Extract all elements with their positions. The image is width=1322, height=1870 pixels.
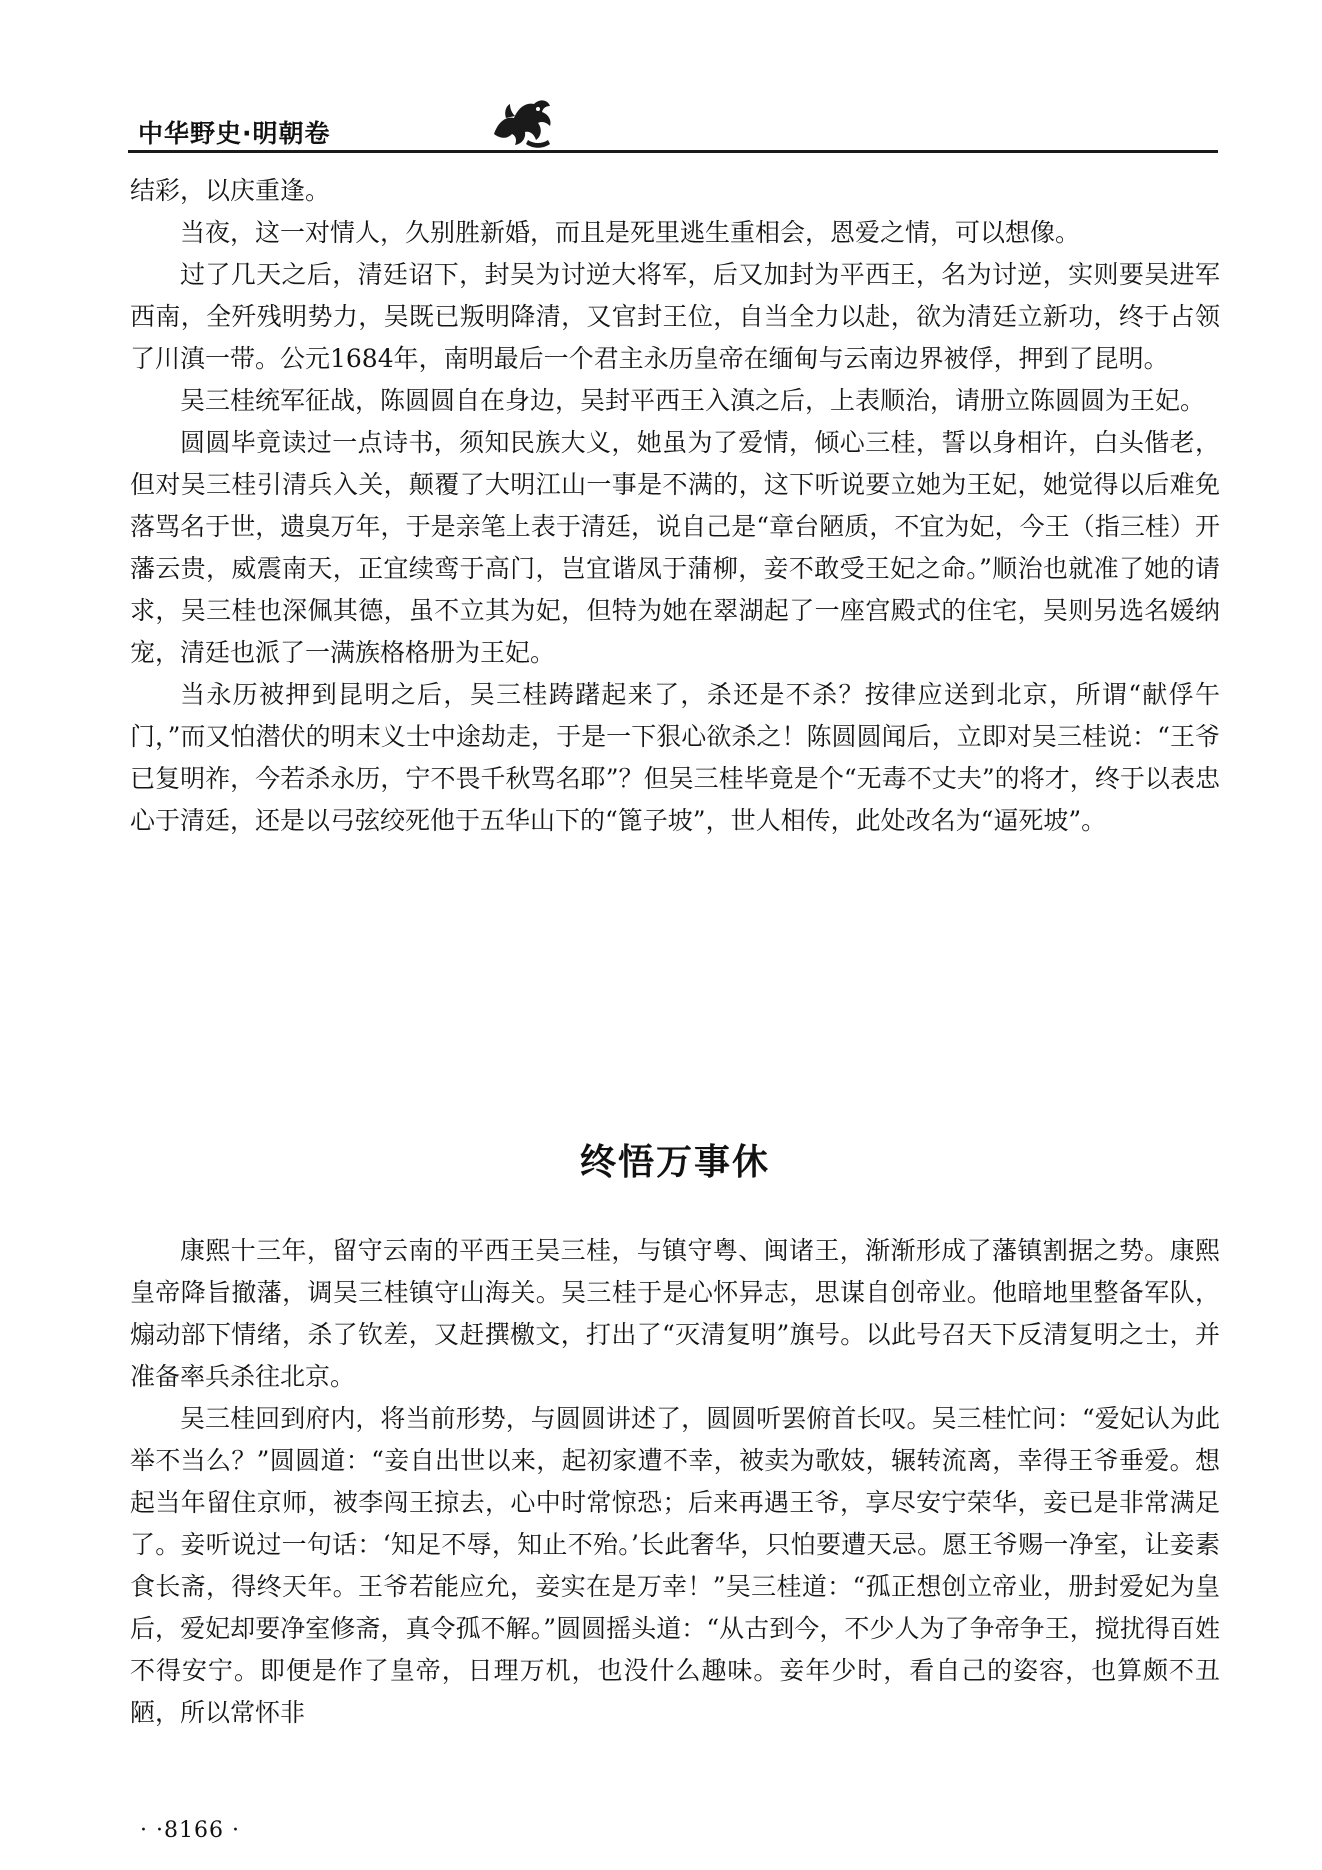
page-header <box>128 100 1218 158</box>
paragraph: 结彩，以庆重逢。 <box>130 176 331 205</box>
page-number: · ·8166 · <box>140 1818 240 1843</box>
dragon-ornament-icon <box>488 94 558 150</box>
paragraph: 吴三桂回到府内，将当前形势，与圆圆讲述了，圆圆听罢俯首长叹。吴三桂忙问：“爱妃认为此举不当么？”圆圆道：“妾自出世以来，起初家遭不幸，被卖为歌妓，辗转流离，幸得王爷垂爱。想起当年留住京师，被李闯王掠去，心中时常惊恐；后来再遇王爷，享尽安宁荣华，妾已是非常满足了。妾听说过一句话：‘知足不辱，知止不殆。’长此奢华，只怕要遭天忌。愿王爷赐一净室，让妾素食长斋，得终天年。王爷若能应允，妾实在是万幸！”吴三桂道：“孤正想创立帝业，册封爱妃为皇后，爱妃却要净室修斋，真令孤不解。”圆圆摇头道：“从古到今，不少人为了争帝争王，搅扰得百姓不得安宁。即便是作了皇帝，日理万机，也没什么趣味。妾年少时，看自己的姿容，也算颇不丑陋，所以常怀非 <box>130 1404 1220 1727</box>
text-block-before <box>130 170 1220 842</box>
paragraph: 圆圆毕竟读过一点诗书，须知民族大义，她虽为了爱情，倾心三桂，誓以身相许，白头偕老，但对吴三桂引清兵入关，颠覆了大明江山一事是不满的，这下听说要立她为王妃，她觉得以后难免落骂名于世，遗臭万年，于是亲笔上表于清廷，说自己是“章台陋质，不宜为妃，今王（指三桂）开藩云贵，威震南天，正宜续鸾于高门，岂宜谐凤于蒲柳，妾不敢受王妃之命。”顺治也就准了她的请求，吴三桂也深佩其德，虽不立其为妃，但特为她在翠湖起了一座宫殿式的住宅，吴则另选名媛纳宠，清廷也派了一满族格格册为王妃。 <box>130 428 1220 667</box>
running-title: 中华野史·明朝卷 <box>138 119 331 148</box>
paragraph: 吴三桂统军征战，陈圆圆自在身边，吴封平西王入滇之后，上表顺治，请册立陈圆圆为王妃。 <box>180 386 1206 415</box>
paragraph: 当夜，这一对情人，久别胜新婚，而且是死里逃生重相会，恩爱之情，可以想像。 <box>180 218 1081 247</box>
paragraph: 过了几天之后，清廷诏下，封吴为讨逆大将军，后又加封为平西王，名为讨逆，实则要吴进军西南，全歼残明势力，吴既已叛明降清，又官封王位，自当全力以赴，欲为清廷立新功，终于占领了川滇一带。公元1684年，南明最后一个君主永历皇帝在缅甸与云南边界被俘，押到了昆明。 <box>130 260 1220 373</box>
text-block-after <box>130 1230 1220 1734</box>
section-title: 终悟万事休 <box>579 1142 770 1183</box>
paragraph: 康熙十三年，留守云南的平西王吴三桂，与镇守粤、闽诸王，渐渐形成了藩镇割据之势。康熙皇帝降旨撤藩，调吴三桂镇守山海关。吴三桂于是心怀异志，思谋自创帝业。他暗地里整备军队，煽动部下情绪，杀了钦差，又赶撰檄文，打出了“灭清复明”旗号。以此号召天下反清复明之士，并准备率兵杀往北京。 <box>130 1236 1220 1391</box>
header-rule <box>128 150 1218 153</box>
paragraph: 当永历被押到昆明之后，吴三桂踌躇起来了，杀还是不杀？按律应送到北京，所谓“献俘午门，”而又怕潜伏的明末义士中途劫走，于是一下狠心欲杀之！陈圆圆闻后，立即对吴三桂说：“王爷已复明祚，今若杀永历，宁不畏千秋骂名耶”？但吴三桂毕竟是个“无毒不丈夫”的将才，终于以表忠心于清廷，还是以弓弦绞死他于五华山下的“篦子坡”，世人相传，此处改名为“逼死坡”。 <box>130 680 1220 835</box>
